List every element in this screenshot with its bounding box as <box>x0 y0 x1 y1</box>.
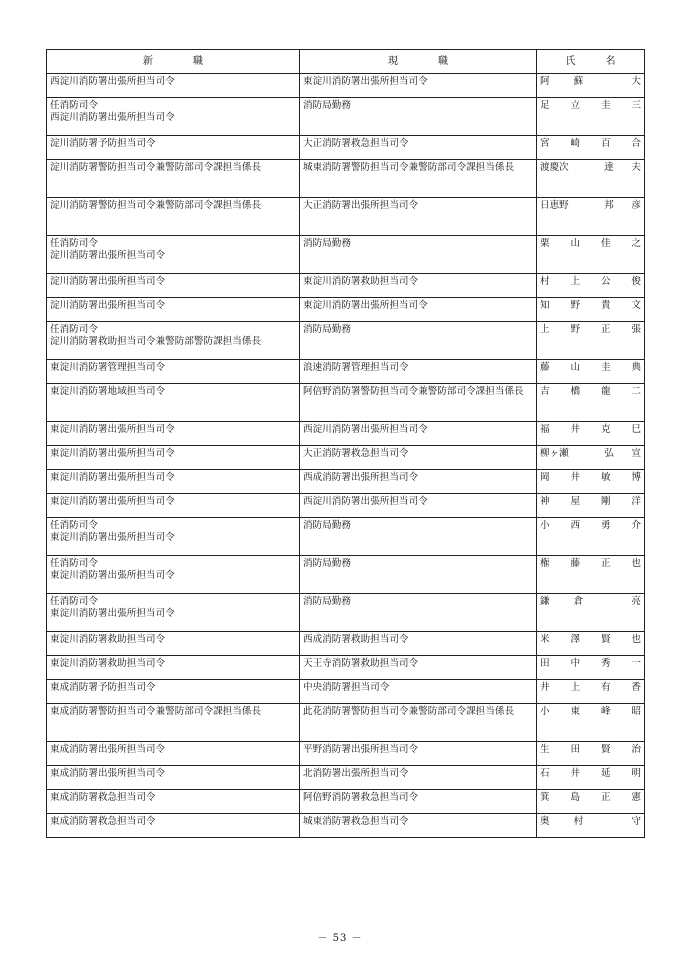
table-row <box>47 790 645 814</box>
current-position-cell: 消防局勤務 <box>300 236 537 274</box>
name-characters <box>540 634 641 646</box>
name-char: 治 <box>631 744 641 755</box>
name-char: 文 <box>631 300 641 311</box>
name-char: 小 <box>540 706 550 717</box>
name-characters <box>540 658 641 670</box>
current-position-cell: 東淀川消防署出張所担当司令 <box>300 74 537 98</box>
name-char: 島 <box>570 792 581 803</box>
name-char: 勇 <box>600 520 611 531</box>
name-char: 山 <box>570 362 581 373</box>
table-row <box>47 422 645 446</box>
table-row <box>47 594 645 632</box>
current-position-cell: 浪速消防署管理担当司令 <box>300 360 537 384</box>
name-char: 柳ヶ瀬 <box>540 448 569 459</box>
name-characters <box>540 424 641 436</box>
current-position-cell: 東淀川消防署救助担当司令 <box>300 274 537 298</box>
name-cell <box>537 656 645 680</box>
table-row <box>47 518 645 556</box>
new-position-cell: 任消防司令 淀川消防署救助担当司令兼警防部警防課担当係長 <box>47 322 300 360</box>
current-position-cell: 西淀川消防署出張所担当司令 <box>300 494 537 518</box>
name-char: 貴 <box>600 300 611 311</box>
name-char: 福 <box>540 424 550 435</box>
name-characters <box>540 816 641 828</box>
name-cell <box>537 74 645 98</box>
name-char: 山 <box>570 238 581 249</box>
new-position-cell: 淀川消防署出張所担当司令 <box>47 298 300 322</box>
name-char: 二 <box>631 386 641 397</box>
table-row <box>47 680 645 704</box>
name-char: 賢 <box>600 744 611 755</box>
name-char: 明 <box>631 768 641 779</box>
current-position-cell: 西淀川消防署出張所担当司令 <box>300 422 537 446</box>
table-row <box>47 322 645 360</box>
name-cell <box>537 742 645 766</box>
name-char: 正 <box>600 558 611 569</box>
personnel-table <box>46 49 645 838</box>
name-char: 井 <box>570 472 581 483</box>
new-position-cell: 淀川消防署警防担当司令兼警防部司令課担当係長 <box>47 160 300 198</box>
table-row <box>47 814 645 838</box>
name-characters <box>540 448 641 460</box>
name-char: 野 <box>570 300 581 311</box>
name-char: 田 <box>570 744 581 755</box>
name-cell <box>537 360 645 384</box>
name-char: 澤 <box>570 634 581 645</box>
name-char: 米 <box>540 634 550 645</box>
name-char: 介 <box>631 520 641 531</box>
new-position-cell: 西淀川消防署出張所担当司令 <box>47 74 300 98</box>
table-row <box>47 198 645 236</box>
name-characters <box>540 520 641 532</box>
current-position-cell: 大正消防署出張所担当司令 <box>300 198 537 236</box>
name-characters <box>540 362 641 374</box>
table-row <box>47 632 645 656</box>
new-position-cell: 淀川消防署出張所担当司令 <box>47 274 300 298</box>
name-char: 足 <box>540 100 550 111</box>
current-position-cell: 阿倍野消防署警防担当司令兼警防部司令課担当係長 <box>300 384 537 422</box>
name-cell <box>537 136 645 160</box>
name-char: 東 <box>570 706 581 717</box>
name-cell <box>537 160 645 198</box>
name-char: 昭 <box>631 706 641 717</box>
name-char: 小 <box>540 520 550 531</box>
name-char: 典 <box>631 362 641 373</box>
table-row <box>47 470 645 494</box>
new-position-cell: 淀川消防署予防担当司令 <box>47 136 300 160</box>
name-char: 百 <box>600 138 611 149</box>
name-characters <box>540 792 641 804</box>
table-row <box>47 74 645 98</box>
name-cell <box>537 814 645 838</box>
name-char: 井 <box>570 768 581 779</box>
header-name: 氏 名 <box>537 50 645 74</box>
name-char: 中 <box>570 658 581 669</box>
current-position-cell: 中央消防署担当司令 <box>300 680 537 704</box>
name-characters <box>540 76 641 88</box>
name-char: 邦 <box>604 200 614 211</box>
name-char: 之 <box>631 238 641 249</box>
name-char: 西 <box>570 520 581 531</box>
name-char: 賢 <box>600 634 611 645</box>
name-char: 渡慶次 <box>540 162 569 173</box>
name-characters <box>540 200 641 212</box>
current-position-cell: 消防局勤務 <box>300 594 537 632</box>
new-position-cell: 東成消防署警防担当司令兼警防部司令課担当係長 <box>47 704 300 742</box>
header-current-position: 現 職 <box>300 50 537 74</box>
name-char: 達 <box>604 162 614 173</box>
new-position-cell: 東成消防署出張所担当司令 <box>47 742 300 766</box>
table-row <box>47 494 645 518</box>
name-cell <box>537 98 645 136</box>
name-char: 蘇 <box>573 76 584 87</box>
name-char: 張 <box>631 324 641 335</box>
current-position-cell: 消防局勤務 <box>300 556 537 594</box>
new-position-cell: 東成消防署予防担当司令 <box>47 680 300 704</box>
current-position-cell: 東淀川消防署出張所担当司令 <box>300 298 537 322</box>
current-position-cell: 此花消防署警防担当司令兼警防部司令課担当係長 <box>300 704 537 742</box>
name-char: 宣 <box>631 448 641 459</box>
name-char: 奥 <box>540 816 550 827</box>
new-position-cell: 東淀川消防署出張所担当司令 <box>47 446 300 470</box>
current-position-cell: 平野消防署出張所担当司令 <box>300 742 537 766</box>
name-char: 峰 <box>600 706 611 717</box>
name-char: 圭 <box>600 100 611 111</box>
new-position-cell: 任消防司令 東淀川消防署出張所担当司令 <box>47 594 300 632</box>
table-row <box>47 360 645 384</box>
name-char: 夫 <box>631 162 641 173</box>
name-char: 上 <box>540 324 550 335</box>
name-char: 憲 <box>631 792 641 803</box>
new-position-cell: 東淀川消防署出張所担当司令 <box>47 422 300 446</box>
name-cell <box>537 298 645 322</box>
name-char: 克 <box>600 424 611 435</box>
name-cell <box>537 422 645 446</box>
current-position-cell: 消防局勤務 <box>300 518 537 556</box>
current-position-cell: 北消防署出張所担当司令 <box>300 766 537 790</box>
new-position-cell: 任消防司令 西淀川消防署出張所担当司令 <box>47 98 300 136</box>
table-row <box>47 136 645 160</box>
current-position-cell: 城東消防署救急担当司令 <box>300 814 537 838</box>
name-characters <box>540 682 641 694</box>
name-char: 博 <box>631 472 641 483</box>
name-char: 上 <box>570 682 581 693</box>
name-char: 龍 <box>600 386 611 397</box>
name-char: 吉 <box>540 386 550 397</box>
name-char: 知 <box>540 300 550 311</box>
name-char: 秀 <box>600 658 611 669</box>
name-char: 井 <box>540 682 550 693</box>
header-new-position: 新 職 <box>47 50 300 74</box>
new-position-cell: 淀川消防署警防担当司令兼警防部司令課担当係長 <box>47 198 300 236</box>
name-char: 敏 <box>600 472 611 483</box>
current-position-cell: 大正消防署救急担当司令 <box>300 446 537 470</box>
name-char: 立 <box>570 100 581 111</box>
name-characters <box>540 162 641 174</box>
name-char: 神 <box>540 496 550 507</box>
name-char: 上 <box>570 276 581 287</box>
new-position-cell: 任消防司令 東淀川消防署出張所担当司令 <box>47 518 300 556</box>
name-char: 屋 <box>570 496 581 507</box>
name-characters <box>540 100 641 112</box>
table-row <box>47 274 645 298</box>
table-row <box>47 742 645 766</box>
name-char: 也 <box>631 558 641 569</box>
name-char: 藤 <box>570 558 581 569</box>
table-row <box>47 556 645 594</box>
name-cell <box>537 494 645 518</box>
name-char: 野 <box>570 324 581 335</box>
name-char: 弘 <box>604 448 614 459</box>
new-position-cell: 東淀川消防署出張所担当司令 <box>47 494 300 518</box>
name-characters <box>540 706 641 718</box>
table-row <box>47 656 645 680</box>
name-characters <box>540 596 641 608</box>
name-char: 合 <box>631 138 641 149</box>
new-position-cell: 東淀川消防署地域担当司令 <box>47 384 300 422</box>
name-char: 栗 <box>540 238 550 249</box>
name-char: 崎 <box>570 138 581 149</box>
name-characters <box>540 324 641 336</box>
name-char: 剛 <box>600 496 611 507</box>
name-char: 彦 <box>631 200 641 211</box>
name-cell <box>537 632 645 656</box>
name-char: 藤 <box>540 362 550 373</box>
name-char: 倉 <box>573 596 584 607</box>
new-position-cell: 東成消防署救急担当司令 <box>47 814 300 838</box>
new-position-cell: 任消防司令 東淀川消防署出張所担当司令 <box>47 556 300 594</box>
name-char: 生 <box>540 744 550 755</box>
name-char: 箕 <box>540 792 550 803</box>
current-position-cell: 消防局勤務 <box>300 322 537 360</box>
name-characters <box>540 768 641 780</box>
name-cell <box>537 518 645 556</box>
name-cell <box>537 322 645 360</box>
table-row <box>47 704 645 742</box>
current-position-cell: 西成消防署出張所担当司令 <box>300 470 537 494</box>
name-cell <box>537 790 645 814</box>
name-char: 岡 <box>540 472 550 483</box>
new-position-cell: 東淀川消防署出張所担当司令 <box>47 470 300 494</box>
name-cell <box>537 274 645 298</box>
table-row <box>47 236 645 274</box>
name-char: 井 <box>570 424 581 435</box>
name-cell <box>537 384 645 422</box>
name-char: 公 <box>600 276 611 287</box>
name-characters <box>540 276 641 288</box>
name-char: 守 <box>631 816 641 827</box>
name-cell <box>537 556 645 594</box>
current-position-cell: 城東消防署警防担当司令兼警防部司令課担当係長 <box>300 160 537 198</box>
name-char: 正 <box>600 792 611 803</box>
page-number: － 53 － <box>317 933 363 944</box>
name-char: 村 <box>540 276 550 287</box>
name-char: 亮 <box>631 596 641 607</box>
table-row <box>47 298 645 322</box>
new-position-cell: 東成消防署救急担当司令 <box>47 790 300 814</box>
table-row <box>47 446 645 470</box>
table-row <box>47 384 645 422</box>
table-row <box>47 766 645 790</box>
name-char: 橋 <box>570 386 581 397</box>
name-char: 一 <box>631 658 641 669</box>
table-header-row <box>47 50 645 74</box>
name-cell <box>537 766 645 790</box>
name-char: 也 <box>631 634 641 645</box>
table-body <box>47 74 645 838</box>
name-cell <box>537 470 645 494</box>
current-position-cell: 大正消防署救急担当司令 <box>300 136 537 160</box>
name-characters <box>540 300 641 312</box>
name-cell <box>537 594 645 632</box>
name-char: 宮 <box>540 138 550 149</box>
new-position-cell: 東淀川消防署救助担当司令 <box>47 656 300 680</box>
name-char: 巳 <box>631 424 641 435</box>
new-position-cell: 東淀川消防署管理担当司令 <box>47 360 300 384</box>
name-characters <box>540 238 641 250</box>
new-position-cell: 東成消防署出張所担当司令 <box>47 766 300 790</box>
name-char: 有 <box>600 682 611 693</box>
name-char: 香 <box>631 682 641 693</box>
name-cell <box>537 198 645 236</box>
name-characters <box>540 496 641 508</box>
new-position-cell: 東淀川消防署救助担当司令 <box>47 632 300 656</box>
name-char: 俊 <box>631 276 641 287</box>
current-position-cell: 天王寺消防署救助担当司令 <box>300 656 537 680</box>
table-row <box>47 98 645 136</box>
name-characters <box>540 386 641 398</box>
current-position-cell: 西成消防署救助担当司令 <box>300 632 537 656</box>
name-cell <box>537 680 645 704</box>
name-char: 洋 <box>631 496 641 507</box>
current-position-cell: 消防局勤務 <box>300 98 537 136</box>
name-cell <box>537 446 645 470</box>
name-characters <box>540 744 641 756</box>
name-cell <box>537 704 645 742</box>
name-char: 権 <box>540 558 550 569</box>
name-char: 延 <box>600 768 611 779</box>
name-char: 三 <box>631 100 641 111</box>
name-char: 阿 <box>540 76 550 87</box>
name-characters <box>540 558 641 570</box>
name-char: 石 <box>540 768 550 779</box>
name-char: 鎌 <box>540 596 550 607</box>
table-row <box>47 160 645 198</box>
name-characters <box>540 138 641 150</box>
name-char: 大 <box>631 76 641 87</box>
name-char: 圭 <box>600 362 611 373</box>
name-char: 田 <box>540 658 550 669</box>
name-cell <box>537 236 645 274</box>
name-char: 佳 <box>600 238 611 249</box>
name-char: 正 <box>600 324 611 335</box>
new-position-cell: 任消防司令 淀川消防署出張所担当司令 <box>47 236 300 274</box>
current-position-cell: 阿倍野消防署救急担当司令 <box>300 790 537 814</box>
name-char: 村 <box>573 816 584 827</box>
name-characters <box>540 472 641 484</box>
name-char: 日恵野 <box>540 200 569 211</box>
